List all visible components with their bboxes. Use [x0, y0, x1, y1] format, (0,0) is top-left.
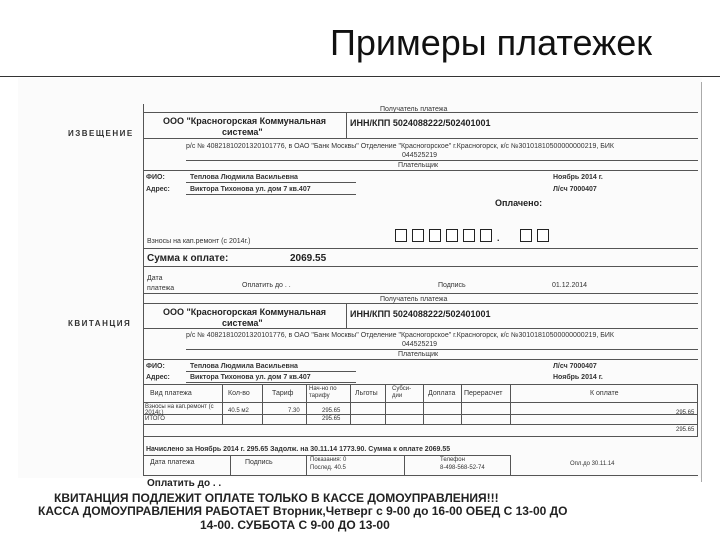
- inn-kpp: ИНН/КПП 5024088222/502401001: [350, 309, 491, 319]
- bank-details: р/с № 40821810201320101776, в ОАО "Банк Москвы" Отделение "Красногорское" г.Красногорск, к/с №30101810500000000219, БИК: [186, 143, 614, 150]
- footer-line-3: 14-00. СУББОТА С 9-00 ДО 13-00: [200, 518, 390, 532]
- line: [186, 382, 356, 383]
- paid-label: Оплачено:: [495, 198, 543, 208]
- footer-line-1: КВИТАНЦИЯ ПОДЛЕЖИТ ОПЛАТЕ ТОЛЬКО В КАССЕ ДОМОУПРАВЛЕНИЯ!!!: [54, 491, 499, 505]
- table-header: Льготы: [355, 390, 378, 397]
- recipient-header: Получатель платежа: [380, 296, 448, 303]
- table-header: К оплате: [590, 390, 619, 397]
- address-value: Виктора Тихонова ул. дом 7 кв.407: [190, 374, 311, 381]
- footer-line-2: КАССА ДОМОУПРАВЛЕНИЯ РАБОТАЕТ Вторник,Четверг с 9-00 до 16-00 ОБЕД С 13-00 ДО: [38, 504, 568, 518]
- footer-pay-by: Оплатить до . .: [147, 478, 222, 489]
- scan-edge: [701, 82, 702, 482]
- capital-repair-label: Взносы на кап.ремонт (с 2014г.): [147, 238, 251, 245]
- signature-label: Подпись: [438, 282, 466, 289]
- line: [143, 303, 698, 304]
- table-cell: 7.30: [288, 408, 300, 414]
- sum-value: 2069.55: [290, 253, 327, 264]
- table-header: Субси-дии: [392, 386, 412, 399]
- decimal-point: .: [497, 233, 500, 243]
- table-cell: ИТОГО: [145, 416, 165, 422]
- table-header: Тариф: [272, 390, 294, 397]
- col-divider: [306, 384, 307, 424]
- slide-title: Примеры платежек: [330, 22, 652, 63]
- table-cell: Взносы на кап.ремонт (с 2014г.): [145, 404, 214, 416]
- inn-kpp: ИНН/КПП 5024088222/502401001: [350, 118, 491, 128]
- line: [186, 160, 698, 161]
- table-cell: 40.5 м2: [228, 408, 249, 414]
- table-cell: 295.65: [322, 408, 341, 414]
- line: [143, 436, 698, 437]
- paid-digit-box[interactable]: [429, 229, 441, 242]
- line: [143, 402, 698, 403]
- accrual-summary: Начислено за Ноябрь 2014 г. 295.65 Задолж. на 30.11.14 1773.90. Сумма к оплате 2069.55: [146, 446, 451, 453]
- line: [143, 414, 698, 415]
- paid-digit-box[interactable]: [463, 229, 475, 242]
- line: [143, 455, 511, 456]
- line: [143, 248, 698, 249]
- col-divider: [262, 384, 263, 424]
- date-label-l2: платежа: [147, 285, 175, 292]
- table-header: Доплата: [428, 390, 456, 397]
- account: Л/сч 7000407: [553, 363, 597, 370]
- meter-last: Послед. 40.5: [310, 465, 346, 471]
- line: [143, 359, 698, 360]
- fio-value: Теплова Людмила Васильевна: [190, 363, 298, 370]
- company-name-l1: ООО "Красногорская Коммунальная: [163, 307, 327, 317]
- company-name-l2: система": [222, 127, 263, 137]
- company-name-l2: система": [222, 318, 263, 328]
- company-name-l1: ООО "Красногорская Коммунальная: [163, 116, 327, 126]
- line: [143, 424, 698, 425]
- address-label: Адрес:: [146, 374, 170, 381]
- bik: 044525219: [402, 341, 438, 348]
- sum-label: Сумма к оплате:: [147, 253, 229, 264]
- address-value: Виктора Тихонова ул. дом 7 кв.407: [190, 186, 311, 193]
- col-divider: [423, 384, 424, 424]
- line: [143, 293, 698, 294]
- payer-header: Плательщик: [398, 351, 439, 358]
- notice-label: ИЗВЕЩЕНИЕ: [68, 129, 134, 138]
- signature-label: Подпись: [245, 459, 273, 466]
- line: [186, 182, 356, 183]
- paid-digit-box[interactable]: [412, 229, 424, 242]
- table-header: Вид платежа: [150, 390, 192, 397]
- col-divider: [385, 384, 386, 424]
- date-label: Дата платежа: [150, 459, 195, 466]
- col-divider: [306, 455, 307, 475]
- paid-digit-box[interactable]: [520, 229, 532, 242]
- line: [143, 170, 698, 171]
- line: [143, 266, 698, 267]
- line: [186, 371, 356, 372]
- period: Ноябрь 2014 г.: [553, 174, 603, 181]
- line: [186, 349, 698, 350]
- bank-details: р/с № 40821810201320101776, в ОАО "Банк Москвы" Отделение "Красногорское" г.Красногорск, к/с №30101810500000000219, БИК: [186, 332, 614, 339]
- receipt-label: КВИТАНЦИЯ: [68, 319, 132, 328]
- inn-divider: [346, 303, 347, 328]
- phone-label: Телефон: [440, 457, 465, 463]
- fio-label: ФИО:: [146, 363, 165, 370]
- col-divider: [461, 384, 462, 424]
- col-divider: [510, 384, 511, 424]
- line: [143, 475, 698, 476]
- table-cell: 295.65: [322, 416, 341, 422]
- col-divider: [404, 455, 405, 475]
- paid-digit-box[interactable]: [446, 229, 458, 242]
- title-divider: [0, 76, 720, 77]
- col-divider: [510, 455, 511, 475]
- fio-value: Теплова Людмила Васильевна: [190, 174, 298, 181]
- inn-divider: [346, 112, 347, 138]
- col-divider: [697, 384, 698, 436]
- pay-by: Оплатить до . .: [242, 282, 291, 289]
- fio-label: ФИО:: [146, 174, 165, 181]
- line: [143, 138, 698, 139]
- document-date: 01.12.2014: [552, 282, 588, 289]
- paid-digit-box[interactable]: [480, 229, 492, 242]
- pay-by-date: Опл.до 30.11.14: [570, 461, 615, 467]
- col-divider: [222, 384, 223, 424]
- phone-number: 8-498-568-52-74: [440, 465, 485, 471]
- account: Л/сч 7000407: [553, 186, 597, 193]
- address-label: Адрес:: [146, 186, 170, 193]
- paid-digit-box[interactable]: [537, 229, 549, 242]
- col-divider: [350, 384, 351, 424]
- line: [143, 328, 698, 329]
- date-label-l1: Дата: [147, 275, 163, 282]
- col-divider: [230, 455, 231, 475]
- bik: 044525219: [402, 152, 438, 159]
- recipient-header: Получатель платежа: [380, 106, 448, 113]
- paid-digit-box[interactable]: [395, 229, 407, 242]
- table-cell: 295.65: [676, 427, 695, 433]
- table-header: Нач-но по тарифу: [309, 386, 337, 399]
- table-header: Кол-во: [228, 390, 250, 397]
- meter-reading: Показания: 0: [310, 457, 347, 463]
- line: [143, 384, 698, 385]
- payer-header: Плательщик: [398, 162, 439, 169]
- period: Ноябрь 2014 г.: [553, 374, 603, 381]
- table-cell: 295.65: [676, 410, 695, 416]
- table-header: Перерасчет: [464, 390, 503, 397]
- line: [186, 194, 356, 195]
